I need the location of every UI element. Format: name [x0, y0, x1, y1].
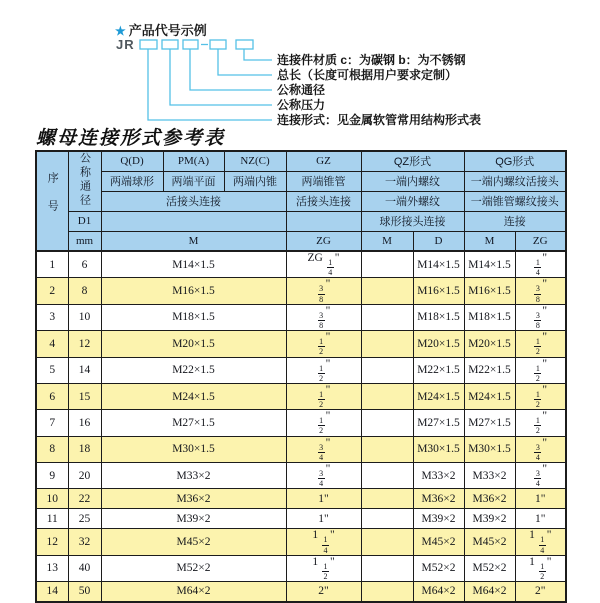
cell-seq: 14 [36, 582, 68, 602]
cell-qg-m: M22×1.5 [464, 357, 515, 383]
cell-gz-zg: 1" [286, 489, 361, 509]
cell-qz-m [361, 357, 413, 383]
cell-qz-m [361, 555, 413, 581]
header-connection: 连接 [464, 211, 566, 231]
header-both-ends-flat: 两端平面 [163, 171, 224, 191]
cell-qg-zg: $\frac{3}{8}$ " [515, 304, 566, 330]
cell-seq: 11 [36, 509, 68, 529]
header-row-4 [36, 211, 566, 231]
col-header-qg-form: QG形式 [464, 151, 566, 171]
col-header-gz: GZ [286, 151, 361, 171]
cell-seq: 7 [36, 410, 68, 436]
header-qg-m: M [464, 231, 515, 251]
table-row [36, 436, 566, 462]
cell-seq: 5 [36, 357, 68, 383]
cell-qg-m: M33×2 [464, 463, 515, 489]
cell-gz-zg: $\frac{1}{2}$ " [286, 357, 361, 383]
cell-gz-zg: $\frac{3}{8}$ " [286, 278, 361, 304]
cell-qz-m [361, 304, 413, 330]
cell-qz-m [361, 383, 413, 409]
cell-qg-m: M45×2 [464, 529, 515, 555]
cell-qz-m [361, 509, 413, 529]
col-header-qd: Q(D) [101, 151, 163, 171]
connector-line [190, 49, 272, 90]
cell-m: M16×1.5 [101, 278, 286, 304]
code-segment-box [210, 40, 226, 49]
cell-dn: 16 [68, 410, 101, 436]
cell-qg-m: M20×1.5 [464, 331, 515, 357]
cell-dn: 22 [68, 489, 101, 509]
col-header-nominal-diameter [68, 151, 101, 211]
label-total-length: 总长（长度可根据用户要求定制） [277, 68, 458, 82]
label-connection-form: 连接形式：见金属软管常用结构形式表 [277, 113, 482, 127]
cell-gz-zg: 1 $\frac{1}{4}$ " [286, 529, 361, 555]
cell-qz-d: M45×2 [413, 529, 464, 555]
cell-qz-m [361, 278, 413, 304]
cell-m: M52×2 [101, 555, 286, 581]
cell-seq: 4 [36, 331, 68, 357]
cell-qg-m: M36×2 [464, 489, 515, 509]
cell-seq: 8 [36, 436, 68, 462]
cell-seq: 13 [36, 555, 68, 581]
table-row [36, 555, 566, 581]
code-segment-box [162, 40, 178, 49]
cell-qg-zg: $\frac{3}{8}$ " [515, 278, 566, 304]
header-row-5 [36, 231, 566, 251]
cell-m: M36×2 [101, 489, 286, 509]
header-union-connection: 活接头连接 [101, 191, 286, 211]
cell-qz-d: M16×1.5 [413, 278, 464, 304]
cell-dn: 25 [68, 509, 101, 529]
col-header-nominal-diameter-label: 公称通径 [78, 151, 91, 208]
cell-m: M64×2 [101, 582, 286, 602]
header-qz-d: D [413, 231, 464, 251]
cell-seq: 1 [36, 251, 68, 278]
table-row [36, 304, 566, 330]
code-segment-box [183, 40, 198, 49]
cell-gz-zg: $\frac{1}{2}$ " [286, 383, 361, 409]
cell-dn: 18 [68, 436, 101, 462]
cell-qz-d: M64×2 [413, 582, 464, 602]
table-row [36, 529, 566, 555]
header-d1: D1 [68, 211, 101, 231]
cell-qg-m: M52×2 [464, 555, 515, 581]
cell-m: M20×1.5 [101, 331, 286, 357]
cell-qg-m: M27×1.5 [464, 410, 515, 436]
table-row [36, 489, 566, 509]
cell-qz-m [361, 331, 413, 357]
cell-qg-m: M24×1.5 [464, 383, 515, 409]
cell-dn: 10 [68, 304, 101, 330]
cell-gz-zg: $\frac{3}{4}$ " [286, 436, 361, 462]
cell-gz-zg: 1" [286, 509, 361, 529]
cell-gz-zg: $\frac{3}{8}$ " [286, 304, 361, 330]
cell-m: M22×1.5 [101, 357, 286, 383]
cell-qg-zg: $\frac{1}{2}$ " [515, 383, 566, 409]
cell-qz-m [361, 489, 413, 509]
table-header [36, 151, 566, 251]
cell-dn: 32 [68, 529, 101, 555]
cell-seq: 3 [36, 304, 68, 330]
cell-qz-d: M18×1.5 [413, 304, 464, 330]
header-row-1 [36, 151, 566, 171]
cell-dn: 8 [68, 278, 101, 304]
cell-seq: 12 [36, 529, 68, 555]
label-nominal-pressure: 公称压力 [277, 98, 326, 112]
cell-dn: 20 [68, 463, 101, 489]
header-ball-joint-connection: 球形接头连接 [361, 211, 464, 231]
header-m-thread: M [101, 231, 286, 251]
cell-seq: 2 [36, 278, 68, 304]
col-header-seq-label: 序号 [46, 171, 59, 228]
header-qz-m: M [361, 231, 413, 251]
connector-line [244, 49, 272, 60]
table-row [36, 251, 566, 278]
cell-m: M24×1.5 [101, 383, 286, 409]
header-row-2 [36, 171, 566, 191]
cell-qz-d: M24×1.5 [413, 383, 464, 409]
header-both-ends-taper-pipe: 两端锥管 [286, 171, 361, 191]
table-row [36, 463, 566, 489]
label-material: 连接件材质 c：为碳钢 b：为不锈钢 [277, 53, 466, 67]
cell-qz-d: M52×2 [413, 555, 464, 581]
cell-qg-m: M18×1.5 [464, 304, 515, 330]
header-both-ends-inner-cone: 两端内锥 [224, 171, 286, 191]
cell-qg-zg: 2" [515, 582, 566, 602]
cell-qg-zg: 1 $\frac{1}{2}$ " [515, 555, 566, 581]
cell-dn: 15 [68, 383, 101, 409]
star-icon: ★ [115, 24, 126, 38]
cell-seq: 9 [36, 463, 68, 489]
cell-qz-d: M14×1.5 [413, 251, 464, 278]
cell-gz-zg: 2" [286, 582, 361, 602]
cell-qg-zg: $\frac{1}{2}$ " [515, 331, 566, 357]
header-unit-mm: mm [68, 231, 101, 251]
diagram-heading-text: 产品代号示例 [128, 23, 207, 38]
header-one-end-internal-thread: 一端内螺纹 [361, 171, 464, 191]
cell-m: M18×1.5 [101, 304, 286, 330]
cell-qz-m [361, 436, 413, 462]
cell-qg-m: M14×1.5 [464, 251, 515, 278]
cell-qz-m [361, 529, 413, 555]
cell-gz-zg: ZG $\frac{1}{4}$ " [286, 251, 361, 278]
cell-qg-zg: $\frac{3}{4}$ " [515, 463, 566, 489]
table-title: 螺母连接形式参考表 [36, 128, 226, 149]
table-row [36, 357, 566, 383]
code-segment-box [140, 40, 157, 49]
cell-m: M30×1.5 [101, 436, 286, 462]
cell-qg-m: M16×1.5 [464, 278, 515, 304]
header-both-ends-ball: 两端球形 [101, 171, 163, 191]
header-zg-gz: ZG [286, 231, 361, 251]
cell-qz-d: M30×1.5 [413, 436, 464, 462]
cell-m: M27×1.5 [101, 410, 286, 436]
table-body [36, 251, 566, 602]
code-segment-box [236, 40, 253, 49]
cell-qg-zg: 1 $\frac{1}{4}$ " [515, 529, 566, 555]
cell-gz-zg: $\frac{1}{2}$ " [286, 410, 361, 436]
cell-m: M33×2 [101, 463, 286, 489]
cell-qz-d: M27×1.5 [413, 410, 464, 436]
cell-dn: 14 [68, 357, 101, 383]
header-qg-zg: ZG [515, 231, 566, 251]
cell-qg-m: M64×2 [464, 582, 515, 602]
cell-qg-zg: $\frac{1}{2}$ " [515, 410, 566, 436]
label-nominal-diameter: 公称通径 [277, 83, 326, 97]
cell-qg-m: M30×1.5 [464, 436, 515, 462]
cell-qz-m [361, 463, 413, 489]
table-row [36, 582, 566, 602]
col-header-pma: PM(A) [163, 151, 224, 171]
cell-qz-m [361, 410, 413, 436]
cell-dn: 40 [68, 555, 101, 581]
cell-qz-m [361, 582, 413, 602]
cell-qz-d: M20×1.5 [413, 331, 464, 357]
cell-qz-d: M36×2 [413, 489, 464, 509]
header-union-connection-gz: 活接头连接 [286, 191, 361, 211]
cell-qg-zg: $\frac{1}{2}$ " [515, 357, 566, 383]
header-empty-gz [286, 211, 361, 231]
cell-m: M45×2 [101, 529, 286, 555]
cell-qz-d: M22×1.5 [413, 357, 464, 383]
table-row [36, 278, 566, 304]
cell-seq: 6 [36, 383, 68, 409]
cell-qg-zg: $\frac{3}{4}$ " [515, 436, 566, 462]
header-empty-span [101, 211, 286, 231]
cell-gz-zg: $\frac{1}{2}$ " [286, 331, 361, 357]
cell-qz-d: M39×2 [413, 509, 464, 529]
table-row [36, 331, 566, 357]
cell-dn: 6 [68, 251, 101, 278]
cell-dn: 50 [68, 582, 101, 602]
header-one-end-internal-thread-union: 一端内螺纹活接头 [464, 171, 566, 191]
cell-qz-d: M33×2 [413, 463, 464, 489]
code-prefix: JR [116, 37, 135, 52]
cell-qz-m [361, 251, 413, 278]
cell-gz-zg: 1 $\frac{1}{2}$ " [286, 555, 361, 581]
col-header-nzc: NZ(C) [224, 151, 286, 171]
col-header-seq [36, 151, 68, 251]
cell-seq: 10 [36, 489, 68, 509]
cell-qg-zg: 1" [515, 509, 566, 529]
connector-line [218, 49, 272, 75]
connector-line [170, 49, 272, 105]
cell-qg-zg: $\frac{1}{4}$ " [515, 251, 566, 278]
header-one-end-taper-thread-joint: 一端锥管螺纹接头 [464, 191, 566, 211]
cell-gz-zg: $\frac{3}{4}$ " [286, 463, 361, 489]
table-row [36, 410, 566, 436]
cell-qg-m: M39×2 [464, 509, 515, 529]
table-row [36, 509, 566, 529]
col-header-qz-form: QZ形式 [361, 151, 464, 171]
header-row-3 [36, 191, 566, 211]
cell-m: M14×1.5 [101, 251, 286, 278]
nut-connection-table [35, 150, 567, 603]
header-one-end-external-thread: 一端外螺纹 [361, 191, 464, 211]
table-row [36, 383, 566, 409]
cell-dn: 12 [68, 331, 101, 357]
cell-qg-zg: 1" [515, 489, 566, 509]
cell-m: M39×2 [101, 509, 286, 529]
